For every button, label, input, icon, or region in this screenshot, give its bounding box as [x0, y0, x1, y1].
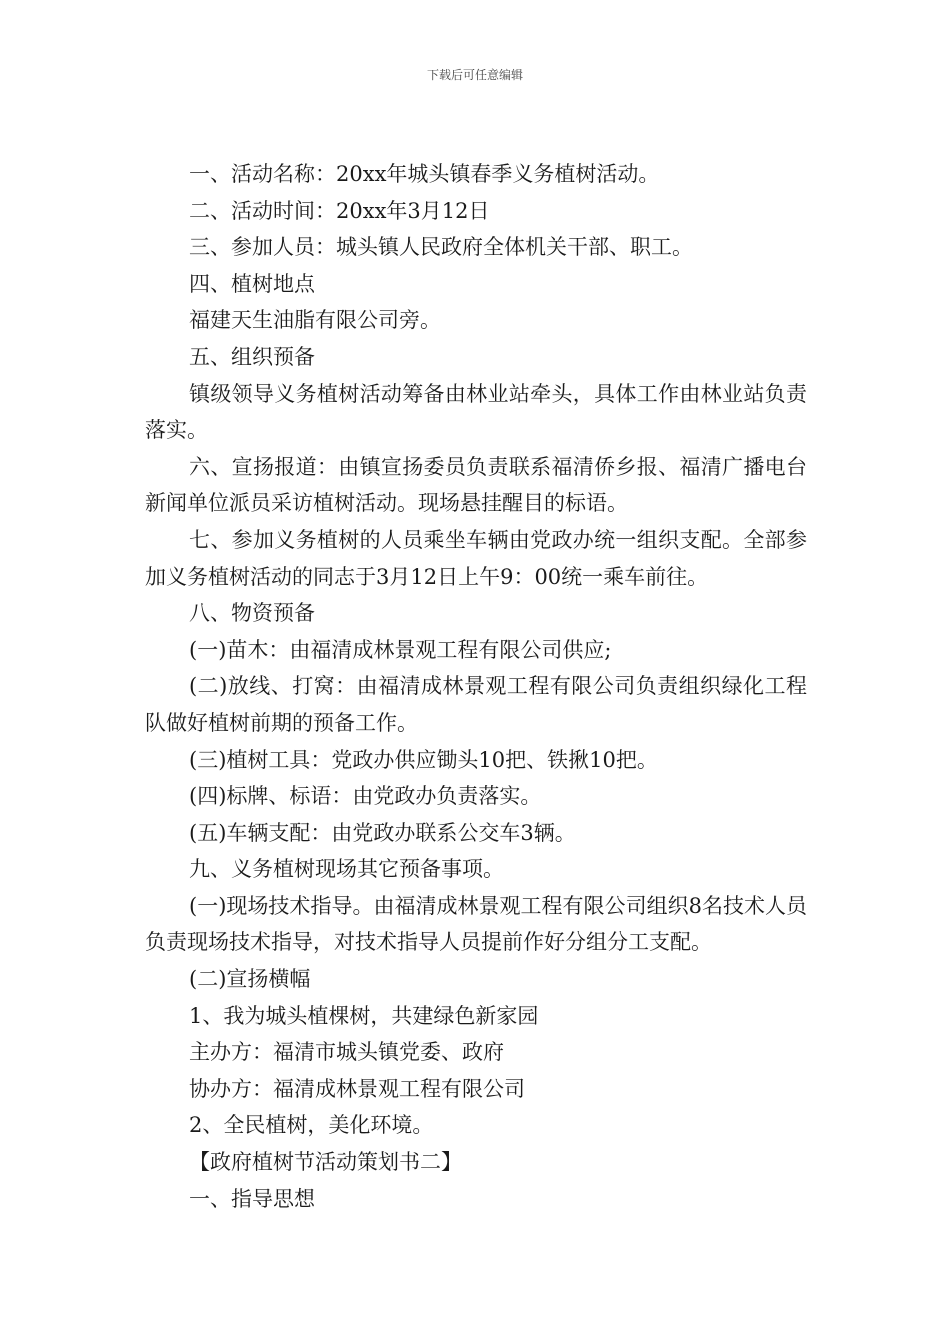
- paragraph: (四)标牌、标语：由党政办负责落实。: [189, 784, 542, 809]
- paragraph: (三)植树工具：党政办供应锄头10把、铁揪10把。: [189, 747, 658, 772]
- paragraph: 九、义务植树现场其它预备事项。: [189, 857, 504, 882]
- paragraph: 一、指导思想: [189, 1186, 315, 1211]
- paragraph: 七、参加义务植树的人员乘坐车辆由党政办统一组织支配。全部参加义务植树活动的同志于3月12日上午9：00统一乘车前往。: [145, 527, 807, 589]
- section-title: 【政府植树节活动策划书二】: [189, 1150, 462, 1175]
- paragraph: 八、物资预备: [189, 601, 315, 626]
- paragraph: (五)车辆支配：由党政办联系公交车3辆。: [189, 820, 576, 845]
- paragraph: 四、植树地点: [189, 271, 315, 296]
- paragraph: 主办方：福清市城头镇党委、政府: [189, 1040, 504, 1065]
- paragraph: 五、组织预备: [189, 344, 315, 369]
- document-body: [145, 156, 807, 1217]
- paragraph: (二)放线、打窝：由福清成林景观工程有限公司负责组织绿化工程队做好植树前期的预备工作。: [145, 674, 807, 735]
- paragraph: 镇级领导义务植树活动筹备由林业站牵头，具体工作由林业站负责落实。: [145, 381, 807, 443]
- paragraph: (二)宣扬横幅: [189, 967, 311, 992]
- paragraph: 三、参加人员：城头镇人民政府全体机关干部、职工。: [189, 235, 693, 260]
- paragraph: (一)现场技术指导。由福清成林景观工程有限公司组织8名技术人员负责现场技术指导，对技术指导人员提前作好分组分工支配。: [145, 893, 807, 955]
- paragraph: 一、活动名称：20xx年城头镇春季义务植树活动。: [189, 162, 660, 186]
- paragraph: 二、活动时间：20xx年3月12日: [189, 198, 490, 223]
- paragraph: 协办方：福清成林景观工程有限公司: [189, 1076, 525, 1101]
- paragraph: 1、我为城头植棵树，共建绿色新家园: [189, 1003, 539, 1028]
- paragraph: 六、宣扬报道：由镇宣扬委员负责联系福清侨乡报、福清广播电台新闻单位派员采访植树活动。现场悬挂醒目的标语。: [145, 454, 807, 516]
- paragraph: (一)苗木：由福清成林景观工程有限公司供应;: [189, 637, 612, 662]
- paragraph: 2、全民植树，美化环境。: [189, 1113, 434, 1138]
- paragraph: 福建天生油脂有限公司旁。: [189, 308, 441, 333]
- page-header: 下载后可任意编辑: [426, 68, 523, 82]
